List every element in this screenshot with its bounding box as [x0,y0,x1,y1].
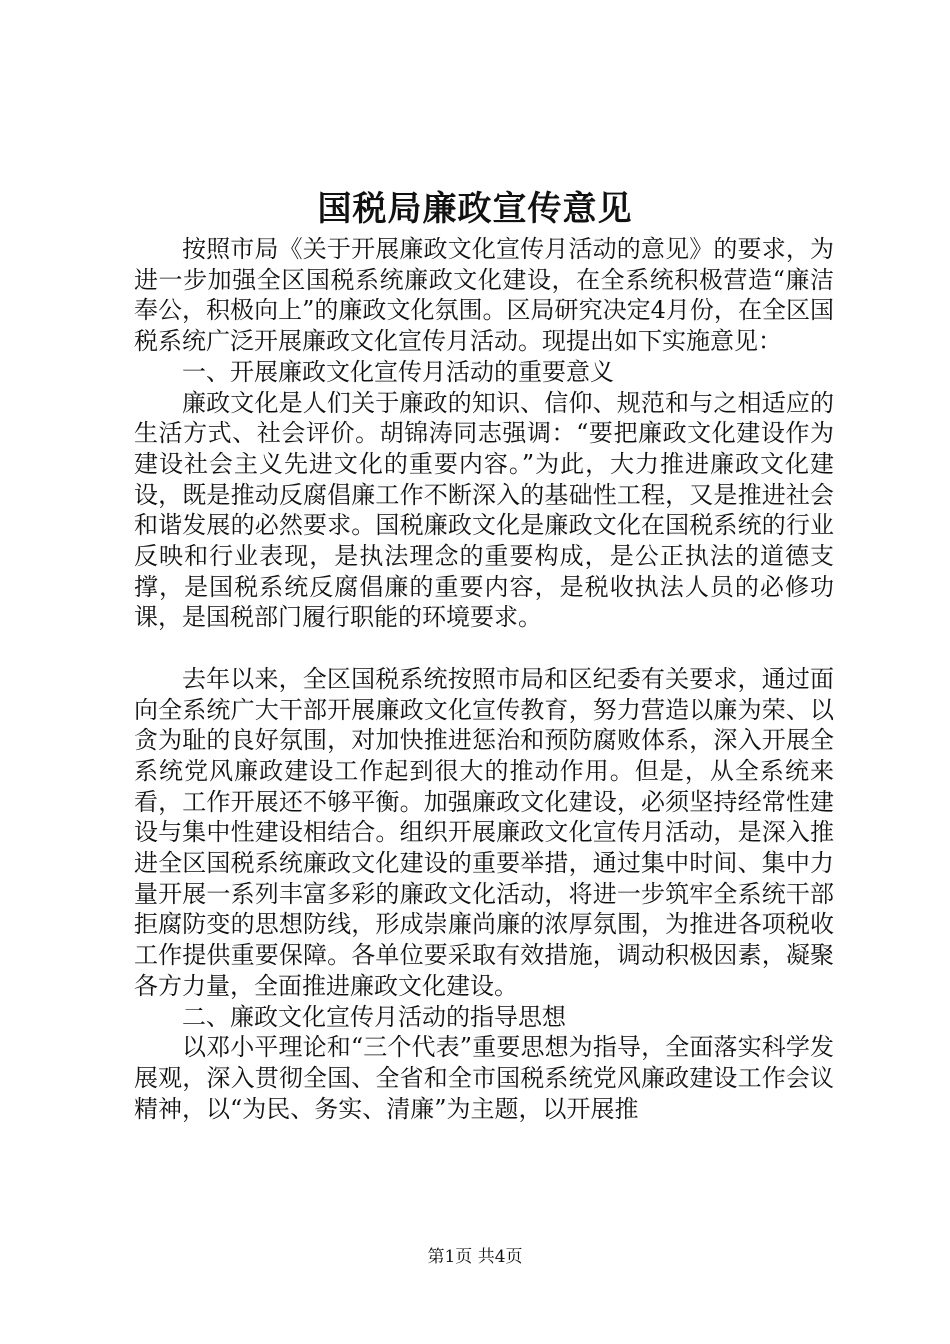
intro-paragraph: 按照市局《关于开展廉政文化宣传月活动的意见》的要求，为进一步加强全区国税系统廉政文化建设，在全系统积极营造“廉洁奉公，积极向上”的廉政文化氛围。区局研究决定4月份，在全区国税系统广泛开展廉政文化宣传月活动。现提出如下实施意见： [134,235,834,356]
page-number-footer: 第1页 共4页 [427,1247,523,1267]
guiding-thought-paragraph: 以邓小平理论和“三个代表”重要思想为指导，全面落实科学发展观，深入贯彻全国、全省和全市国税系统党风廉政建设工作会议精神，以“为民、务实、清廉”为主题，以开展推 [134,1033,834,1123]
section-heading-2: 二、廉政文化宣传月活动的指导思想 [182,1002,566,1031]
section-heading-1: 一、开展廉政文化宣传月活动的重要意义 [182,357,614,386]
paragraph-spacer [134,633,834,664]
document-title: 国税局廉政宣传意见 [317,189,633,229]
document-body [134,234,834,1124]
significance-paragraph: 廉政文化是人们关于廉政的知识、信仰、规范和与之相适应的生活方式、社会评价。胡锦涛同志强调：“要把廉政文化建设作为建设社会主义先进文化的重要内容。”为此，大力推进廉政文化建设，既是推动反腐倡廉工作不断深入的基础性工程，又是推进社会和谐发展的必然要求。国税廉政文化是廉政文化在国税系统的行业反映和行业表现，是执法理念的重要构成，是公正执法的道德支撑，是国税系统反腐倡廉的重要内容，是税收执法人员的必修功课，是国税部门履行职能的环境要求。 [134,388,834,632]
progress-paragraph: 去年以来，全区国税系统按照市局和区纪委有关要求，通过面向全系统广大干部开展廉政文化宣传教育，努力营造以廉为荣、以贪为耻的良好氛围，对加快推进惩治和预防腐败体系，深入开展全系统党风廉政建设工作起到很大的推动作用。但是，从全系统来看，工作开展还不够平衡。加强廉政文化建设，必须坚持经常性建设与集中性建设相结合。组织开展廉政文化宣传月活动，是深入推进全区国税系统廉政文化建设的重要举措，通过集中时间、集中力量开展一系列丰富多彩的廉政文化活动，将进一步筑牢全系统干部拒腐防变的思想防线，形成崇廉尚廉的浓厚氛围，为推进各项税收工作提供重要保障。各单位要采取有效措施，调动积极因素，凝聚各方力量，全面推进廉政文化建设。 [134,664,834,1000]
